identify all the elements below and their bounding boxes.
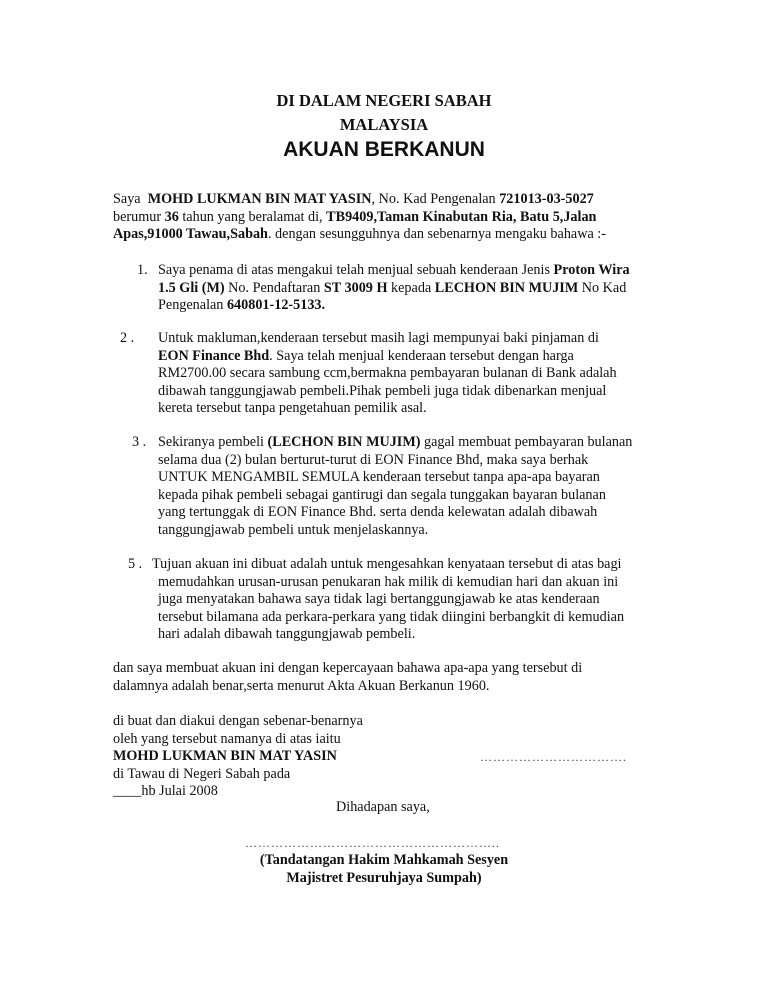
item-text: kereta tersebut tanpa pengetahuan pemilik asal. [158,400,427,417]
item-text: No Kad [581,279,627,296]
item-text: hari adalah dibawah tanggungjawab pembeli. [158,626,416,643]
item-text: UNTUK MENGAMBIL SEMULA kenderaan tersebut tanpa apa-apa bayaran [158,469,600,486]
declarant-name: MOHD LUKMAN BIN MAT YASIN [147,191,372,207]
item-text: selama dua (2) bulan berturut-turut di EON Finance Bhd, maka saya berhak [158,451,589,468]
item-text: kepada pihak pembeli sebagai gantirugi dan segala tunggakan bayaran bulanan [158,486,606,503]
bank-name: EON Finance Bhd [158,347,270,364]
header-line-2: MALAYSIA [339,115,429,134]
item-text: tanggungjawab pembeli untuk menjelaskannya. [158,521,429,538]
declarant-signature-line: ……………………………. [480,750,627,764]
intro-text: berumur [113,208,162,225]
closing-paragraph [113,660,582,695]
item-text: Tujuan akuan ini dibuat adalah untuk mengesahkan kenyataan tersebut di atas bagi [152,556,622,572]
item-text: kepada [391,279,432,296]
item-3 [158,434,632,540]
item-number: 2 . [120,330,135,346]
intro-text: Saya [113,191,141,207]
item-text: memudahkan urusan-urusan penukaran hak milik di kemudian hari dan akuan ini [158,573,619,590]
sign-text: di Tawau di Negeri Sabah pada [113,765,291,782]
declarant-ic: 721013-03-5027 [499,191,594,207]
item-text: Sekiranya pembeli [158,434,264,450]
item-text: tersebut bilamana ada perkara-perkara yang tidak diingini berbangkit di kemudian [158,608,625,625]
item-text: juga menyatakan bahawa saya tidak lagi bertanggungjawab ke atas kenderaan [158,591,600,608]
item-text: dibawah tanggungjawab pembeli.Pihak pembeli juga tidak dibenarkan menjual [158,382,607,399]
magistrate-title-1: (Tandatangan Hakim Mahkamah Sesyen [259,852,509,868]
intro-text: . dengan sesungguhnya dan sebenarnya mengaku bahawa :- [267,226,606,243]
date-blank: ____ [113,783,142,800]
buyer-name: LECHON BIN MUJIM [434,279,579,296]
item-text: gagal membuat pembayaran bulanan [423,434,633,450]
item-1 [158,262,630,315]
declarant-address-1: TB9409,Taman Kinabutan Ria, Batu 5,Jalan [326,208,597,225]
magistrate-signature-line: ………………………………………………….. [245,836,500,850]
item-text: . Saya telah menjual kenderaan tersebut dengan harga [269,347,574,364]
closing-text: dalamnya adalah benar,serta menurut Akta Akuan Berkanun 1960. [113,677,490,694]
before-me-text: Dihadapan saya, [336,799,430,815]
sign-text: di buat dan diakui dengan sebenar-benarnya [113,713,363,729]
item-text: RM2700.00 secara sambung ccm,bermakna pembayaran bulanan di Bank adalah [158,365,617,382]
header-line-1: DI DALAM NEGERI SABAH [276,91,492,110]
closing-text: dan saya membuat akuan ini dengan kepercayaan bahawa apa-apa yang tersebut di [113,660,583,676]
sign-text: oleh yang tersebut namanya di atas iaitu [113,730,341,747]
vehicle-model: 1.5 Gli (M) [158,279,225,296]
item-text: Saya penama di atas mengakui telah menjual sebuah kenderaan Jenis [158,262,550,278]
item-number: 1. [137,262,148,278]
declarant-address-2: Apas,91000 Tawau,Sabah [113,226,268,243]
item-text: Untuk makluman,kenderaan tersebut masih lagi mempunyai baki pinjaman di [158,330,599,346]
signatory-name: MOHD LUKMAN BIN MAT YASIN [113,748,337,765]
item-2 [158,330,617,418]
item-5 [152,556,625,644]
intro-text: tahun yang beralamat di, [182,208,323,225]
buyer-ic: 640801-12-5133. [226,297,326,314]
vehicle-make: Proton Wira [553,262,630,278]
item-number: 5 . [128,556,143,572]
item-number: 3 . [132,434,147,450]
intro-text: , No. Kad Pengenalan [371,191,496,207]
sign-date: hb Julai 2008 [141,783,218,800]
document-title: AKUAN BERKANUN [283,138,485,161]
magistrate-title-2: Majistret Pesuruhjaya Sumpah) [286,870,482,886]
declarant-age: 36 [164,208,179,225]
item-text: Pengenalan [158,297,224,314]
signature-block [113,713,363,801]
intro-paragraph [113,191,606,244]
item-text: No. Pendaftaran [228,279,321,296]
item-text: yang tertunggak di EON Finance Bhd. serta denda kelewatan adalah dibawah [158,504,598,521]
vehicle-registration: ST 3009 H [323,279,388,296]
buyer-name: (LECHON BIN MUJIM) [267,434,421,450]
